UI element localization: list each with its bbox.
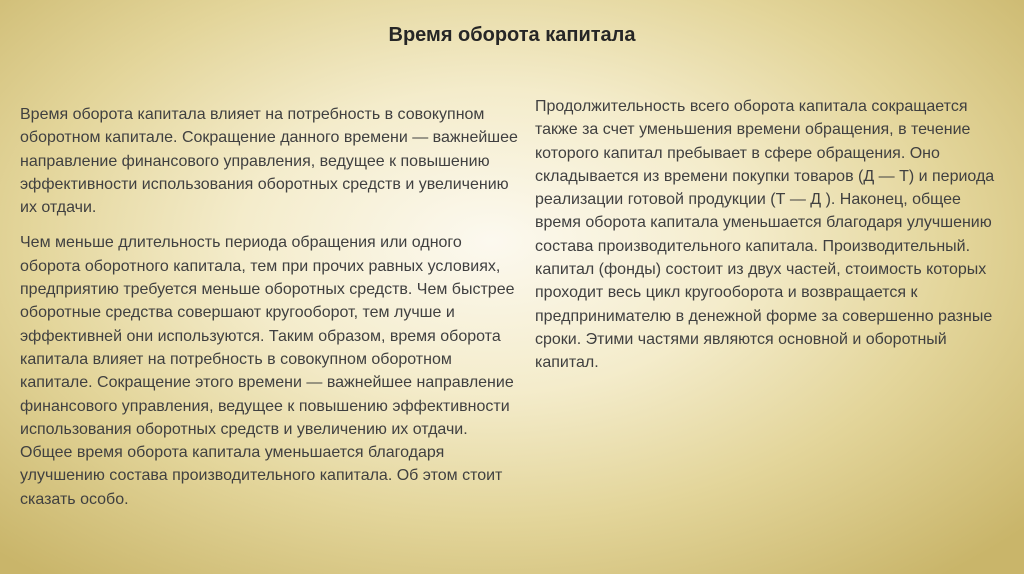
- left-paragraph-2: Чем меньше длительность периода обращения или одного оборота оборотного капитала, тем при прочих равных условиях, предприятию требуется меньше оборотных средств. Чем быстрее оборотные средства совершают кругооборот, тем лучше и эффективней они используются. Таким образом, время оборота капитала влияет на потребность в совокупном оборотном капитале. Сокращение этого времени — важнейшее направление финансового управления, ведущее к повышению эффективности использования оборотных средств и увеличению их отдачи.: [20, 234, 515, 438]
- right-text-column: [535, 95, 1010, 375]
- left-paragraph-3: Общее время оборота капитала уменьшается благодаря улучшению состава производительного капитала. Об этом стоит сказать особо.: [20, 444, 503, 508]
- left-paragraph-1: Время оборота капитала влияет на потребность в совокупном оборотном капитале. Сокращение данного времени — важнейшее направление финансового управления, ведущее к повышению эффективности использования оборотных средств и увеличению их отдачи.: [20, 106, 518, 217]
- slide-title: Время оборота капитала: [388, 24, 636, 46]
- right-paragraph-1: Продолжительность всего оборота капитала сокращается также за счет уменьшения времени обращения, в течение которого капитал пребывает в сфере обращения. Оно складывается из времени покупки товаров (Д — Т) и периода реализации готовой продукции (Т — Д ). Наконец, общее время оборота капитала уменьшается благодаря улучшению состава производительного капитала. Производительный. капитал (фонды) состоит из двух частей, стоимость которых проходит весь цикл кругооборота и возвращается к предпринимателю в денежной форме за совершенно разные сроки. Этими частями являются основной и оборотный капитал.: [535, 98, 995, 372]
- left-text-column: [20, 103, 525, 511]
